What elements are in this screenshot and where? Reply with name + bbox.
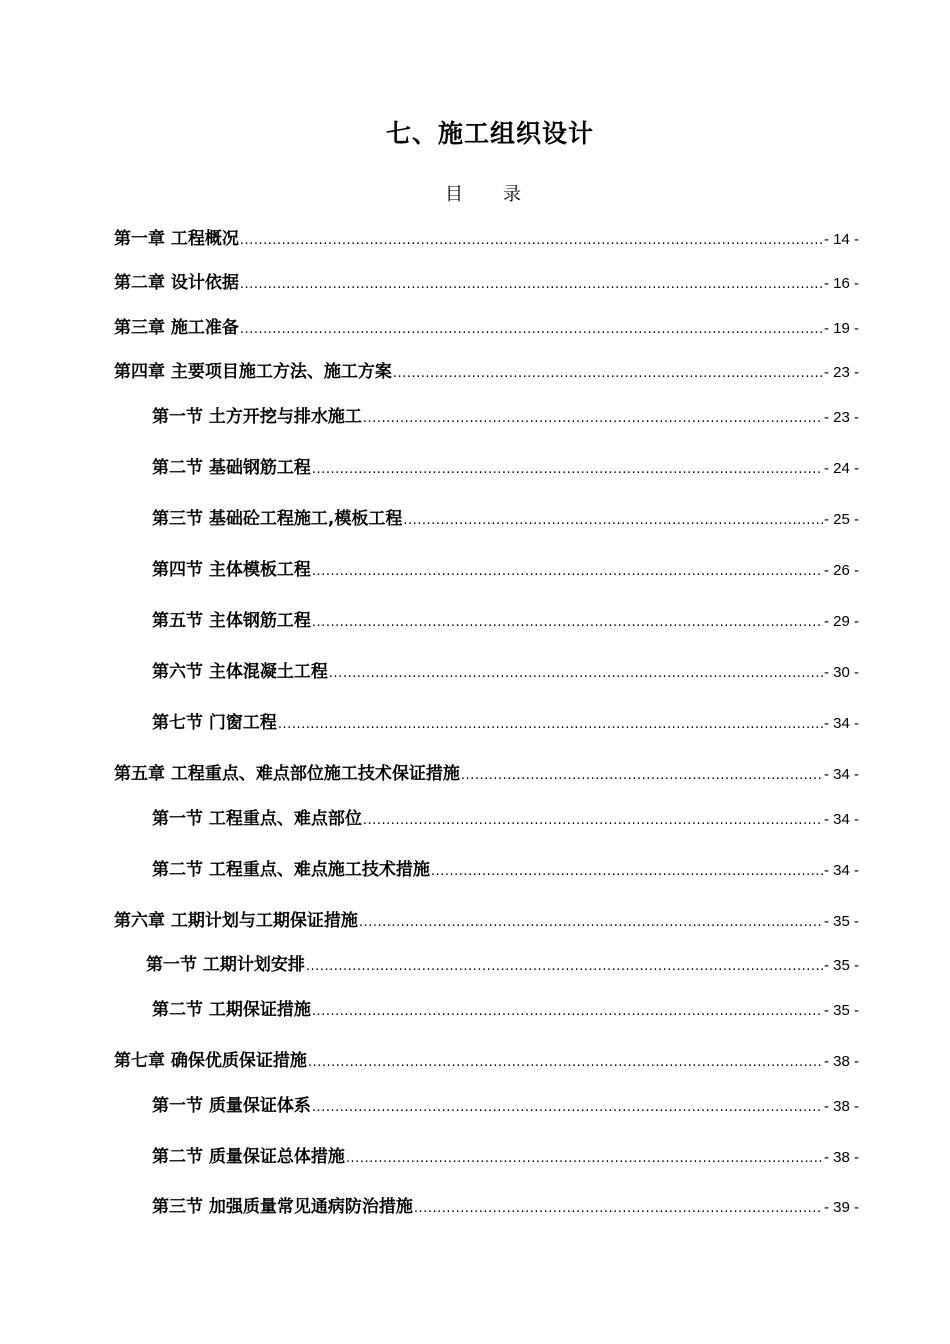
toc-entry-chapter-5[interactable] (114, 759, 859, 785)
toc-page-number: - 23 - (823, 409, 859, 426)
document-title: 七、施工组织设计 (385, 119, 594, 148)
toc-entry-label: 第三章 施工准备 (114, 318, 239, 338)
toc-entry-section-4-4[interactable] (152, 555, 859, 581)
toc-leader-dots (306, 959, 823, 974)
toc-entry-label: 第一节 土方开挖与排水施工 (152, 407, 362, 427)
toc-leader-dots (308, 1055, 823, 1070)
toc-page-number: - 34 - (823, 766, 859, 783)
toc-entry-section-7-2[interactable] (152, 1142, 859, 1168)
toc-entry-label: 第七节 门窗工程 (152, 713, 277, 733)
toc-leader-dots (346, 1151, 823, 1166)
toc-leader-dots (240, 277, 823, 292)
toc-entry-label: 第二节 工程重点、难点施工技术措施 (152, 860, 430, 880)
toc-page-number: - 14 - (823, 231, 859, 248)
toc-entry-section-4-6[interactable] (152, 657, 859, 683)
toc-page-number: - 29 - (823, 613, 859, 630)
toc-leader-dots (312, 1100, 823, 1115)
toc-heading (0, 180, 950, 206)
toc-entry-chapter-2[interactable] (114, 268, 859, 294)
toc-entry-label: 第一节 工期计划安排 (146, 955, 305, 975)
toc-page-number: - 38 - (823, 1149, 859, 1166)
toc-page-number: - 35 - (823, 1002, 859, 1019)
toc-leader-dots (403, 513, 823, 528)
toc-entry-label: 第二节 基础钢筋工程 (152, 458, 311, 478)
toc-leader-dots (329, 666, 823, 681)
toc-entry-label: 第二节 质量保证总体措施 (152, 1147, 345, 1167)
toc-entry-label: 第四节 主体模板工程 (152, 560, 311, 580)
toc-entry-label: 第二节 工期保证措施 (152, 1000, 311, 1020)
toc-page-number: - 35 - (823, 913, 859, 930)
toc-entry-chapter-1[interactable] (114, 224, 859, 250)
toc-page-number: - 19 - (823, 320, 859, 337)
toc-entry-chapter-7[interactable] (114, 1046, 859, 1072)
toc-leader-dots (431, 864, 823, 879)
toc-leader-dots (240, 322, 823, 337)
toc-entry-label: 第一节 质量保证体系 (152, 1096, 311, 1116)
toc-entry-section-4-2[interactable] (152, 453, 859, 479)
toc-page-number: - 16 - (823, 275, 859, 292)
toc-entry-section-7-3[interactable] (152, 1192, 859, 1218)
toc-entry-section-5-2[interactable] (152, 855, 859, 881)
toc-leader-dots (414, 1201, 823, 1216)
toc-entry-label: 第二章 设计依据 (114, 273, 239, 293)
toc-entry-label: 第四章 主要项目施工方法、施工方案 (114, 362, 392, 382)
toc-leader-dots (461, 768, 823, 783)
toc-leader-dots (312, 1004, 823, 1019)
toc-entry-chapter-3[interactable] (114, 313, 859, 339)
toc-entry-section-4-3[interactable] (152, 504, 859, 530)
toc-entry-label: 第三节 基础砼工程施工,模板工程 (152, 509, 403, 529)
toc-page-number: - 39 - (823, 1199, 859, 1216)
toc-page-number: - 25 - (823, 511, 859, 528)
toc-page-number: - 34 - (823, 862, 859, 879)
toc-leader-dots (363, 813, 823, 828)
toc-entry-label: 第一章 工程概况 (114, 229, 239, 249)
toc-entry-label: 第六章 工期计划与工期保证措施 (114, 911, 358, 931)
toc-page-number: - 24 - (823, 460, 859, 477)
toc-entry-section-4-5[interactable] (152, 606, 859, 632)
toc-entry-section-6-2[interactable] (152, 995, 859, 1021)
toc-leader-dots (359, 915, 823, 930)
toc-page-number: - 34 - (823, 811, 859, 828)
toc-entry-chapter-4[interactable] (114, 357, 859, 383)
toc-entry-section-7-1[interactable] (152, 1091, 859, 1117)
toc-entry-label: 第七章 确保优质保证措施 (114, 1051, 307, 1071)
toc-entry-label: 第一节 工程重点、难点部位 (152, 809, 362, 829)
toc-leader-dots (312, 564, 823, 579)
toc-leader-dots (363, 411, 823, 426)
toc-entry-section-6-1[interactable] (146, 950, 859, 976)
toc-entry-label: 第三节 加强质量常见通病防治措施 (152, 1197, 413, 1217)
toc-page-number: - 38 - (823, 1053, 859, 1070)
toc-page-number: - 30 - (823, 664, 859, 681)
toc-entry-section-4-1[interactable] (152, 402, 859, 428)
toc-entry-label: 第六节 主体混凝土工程 (152, 662, 328, 682)
toc-entry-label: 第五章 工程重点、难点部位施工技术保证措施 (114, 764, 460, 784)
toc-page-number: - 26 - (823, 562, 859, 579)
toc-leader-dots (240, 233, 823, 248)
toc-page-number: - 23 - (823, 364, 859, 381)
toc-entry-section-4-7[interactable] (152, 708, 859, 734)
toc-leader-dots (312, 462, 823, 477)
toc-leader-dots (278, 717, 823, 732)
toc-leader-dots (393, 366, 823, 381)
toc-heading-left: 目 (445, 184, 463, 205)
toc-entry-chapter-6[interactable] (114, 906, 859, 932)
toc-entry-section-5-1[interactable] (152, 804, 859, 830)
toc-heading-right: 录 (503, 184, 521, 205)
toc-leader-dots (312, 615, 823, 630)
toc-page-number: - 38 - (823, 1098, 859, 1115)
toc-page-number: - 35 - (823, 957, 859, 974)
toc-entry-label: 第五节 主体钢筋工程 (152, 611, 311, 631)
toc-page-number: - 34 - (823, 715, 859, 732)
